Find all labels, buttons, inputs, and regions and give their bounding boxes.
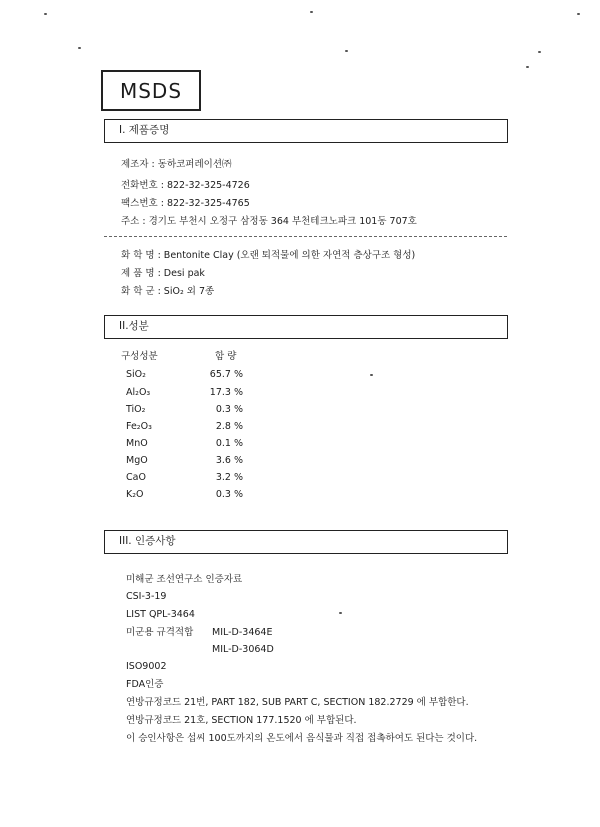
certification-line: ISO9002: [126, 661, 167, 672]
address-line: 주소 : 경기도 부천시 오정구 삼정동 364 부천테크노파크 101동 707호: [121, 216, 417, 227]
certification-line: LIST QPL-3464: [126, 609, 195, 620]
component-name: Fe₂O₃: [126, 421, 152, 432]
certification-line: CSI-3-19: [126, 591, 167, 602]
certification-line: FDA인증: [126, 679, 164, 690]
product-name-line: 제 품 명 : Desi pak: [121, 268, 205, 279]
chemical-group-line: 화 학 군 : SiO₂ 외 7종: [121, 286, 215, 297]
certification-line: 미해군 조선연구소 인증자료: [126, 574, 243, 585]
component-value: 0.3 %: [215, 404, 243, 415]
scan-speck: [577, 13, 580, 15]
scan-speck: [78, 47, 81, 49]
component-value: 3.6 %: [215, 455, 243, 466]
component-name: MnO: [126, 438, 148, 449]
component-name: CaO: [126, 472, 146, 483]
mil-spec-line: MIL-D-3464E: [212, 627, 273, 638]
document-title: MSDS: [101, 70, 201, 111]
component-column-header: 구성성분: [121, 351, 158, 362]
component-name: K₂O: [126, 489, 144, 500]
scan-speck: [44, 13, 47, 15]
section-1-heading: I. 제품증명: [104, 119, 508, 143]
chemical-name-line: 화 학 명 : Bentonite Clay (오랜 퇴적물에 의한 자연적 층상구조 형성): [121, 250, 416, 261]
section-2-heading: II.성분: [104, 315, 508, 339]
scan-speck: [538, 51, 541, 53]
component-name: TiO₂: [126, 404, 146, 415]
component-value: 0.1 %: [215, 438, 243, 449]
component-value: 3.2 %: [215, 472, 243, 483]
section-3-heading: III. 인증사항: [104, 530, 508, 554]
mil-spec-line: MIL-D-3064D: [212, 644, 274, 655]
scan-speck: [339, 612, 342, 614]
component-value: 17.3 %: [209, 387, 243, 398]
manufacturer-line: 제조자 : 동하코퍼레이션㈜: [121, 159, 232, 170]
section-divider: [104, 236, 507, 237]
scan-speck: [370, 374, 373, 376]
component-value: 65.7 %: [209, 369, 243, 380]
certification-line: 미군용 규격적합: [126, 627, 194, 638]
component-name: MgO: [126, 455, 148, 466]
phone-line: 전화번호 : 822-32-325-4726: [121, 180, 250, 191]
component-value: 0.3 %: [215, 489, 243, 500]
component-name: SiO₂: [126, 369, 146, 380]
certification-line: 연방규정코드 21호, SECTION 177.1520 에 부합된다.: [126, 715, 357, 726]
certification-line: 연방규정코드 21번, PART 182, SUB PART C, SECTION 182.2729 에 부합한다.: [126, 697, 469, 708]
scan-speck: [526, 66, 529, 68]
component-name: Al₂O₃: [126, 387, 151, 398]
component-value: 2.8 %: [215, 421, 243, 432]
content-column-header: 함 량: [215, 351, 237, 362]
scan-speck: [310, 11, 313, 13]
certification-line: 이 승인사항은 섭씨 100도까지의 온도에서 음식물과 직접 접촉하여도 된다는 것이다.: [126, 733, 478, 744]
fax-line: 팩스번호 : 822-32-325-4765: [121, 198, 250, 209]
scan-speck: [345, 50, 348, 52]
